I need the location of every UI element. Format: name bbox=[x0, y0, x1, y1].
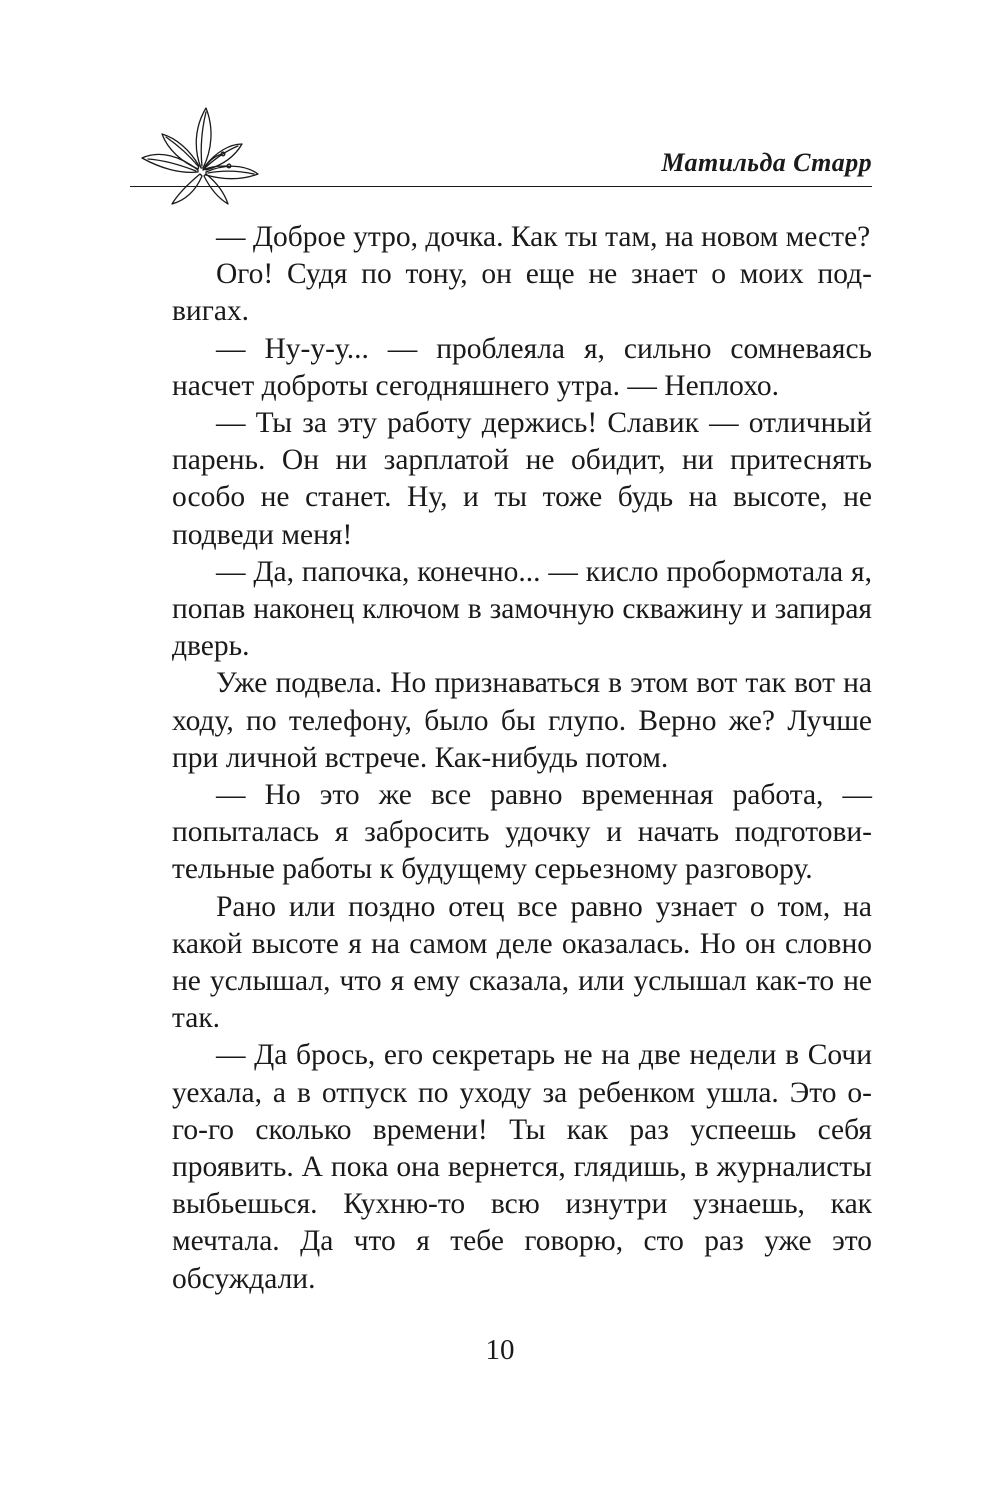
paragraph: Ого! Судя по тону, он еще не знает о моих подвигах. bbox=[172, 258, 872, 328]
running-head: Матильда Старр bbox=[661, 148, 872, 177]
paragraph: — Ты за эту работу держись! Славик — отличный парень. Он ни зарплатой не обидит, ни притеснять особо не станет. Ну, и ты тоже будь на высоте, не подведи меня! bbox=[172, 407, 872, 551]
paragraph: Уже подвела. Но признаваться в этом вот так вот на ходу, по телефону, было бы глупо. Верно же? Лучше при личной встрече. Как-нибудь потом. bbox=[172, 667, 872, 774]
paragraph: — Да, папочка, конечно... — кисло пробормотала я, попав наконец ключом в замочную скважину и запирая дверь. bbox=[172, 555, 872, 663]
paragraph: — Но это же все равно временная работа, — попыталась я забросить удочку и начать подготовительные работы к будущему серьезному разговору. bbox=[172, 779, 872, 886]
lily-flower-icon bbox=[128, 104, 268, 206]
page-header bbox=[0, 0, 1000, 200]
page-number: 10 bbox=[485, 1334, 515, 1366]
paragraph: — Доброе утро, дочка. Как ты там, на новом месте? bbox=[216, 221, 871, 253]
body-text bbox=[172, 219, 872, 1298]
paragraph: — Да брось, его секретарь не на две недели в Сочи уехала, а в отпуск по уходу за ребенком ушла. Это о-го-го сколько времени! Ты как раз успеешь себя проявить. А пока она вернется, глядишь, в журналисты выбьешься. Кухню-то всю изнутри узнаешь, как мечтала. Да что я тебе говорю, сто раз уже это обсуждали. bbox=[172, 1039, 872, 1295]
paragraph: Рано или поздно отец все равно узнает о том, на какой высоте я на самом деле оказалась. Но он словно не услышал, что я ему сказала, или услышал как-то не так. bbox=[172, 890, 872, 1035]
paragraph: — Ну-у-у... — проблеяла я, сильно сомневаясь насчет доброты сегодняшнего утра. — Неплохо. bbox=[172, 332, 872, 402]
header-rule bbox=[130, 186, 872, 187]
